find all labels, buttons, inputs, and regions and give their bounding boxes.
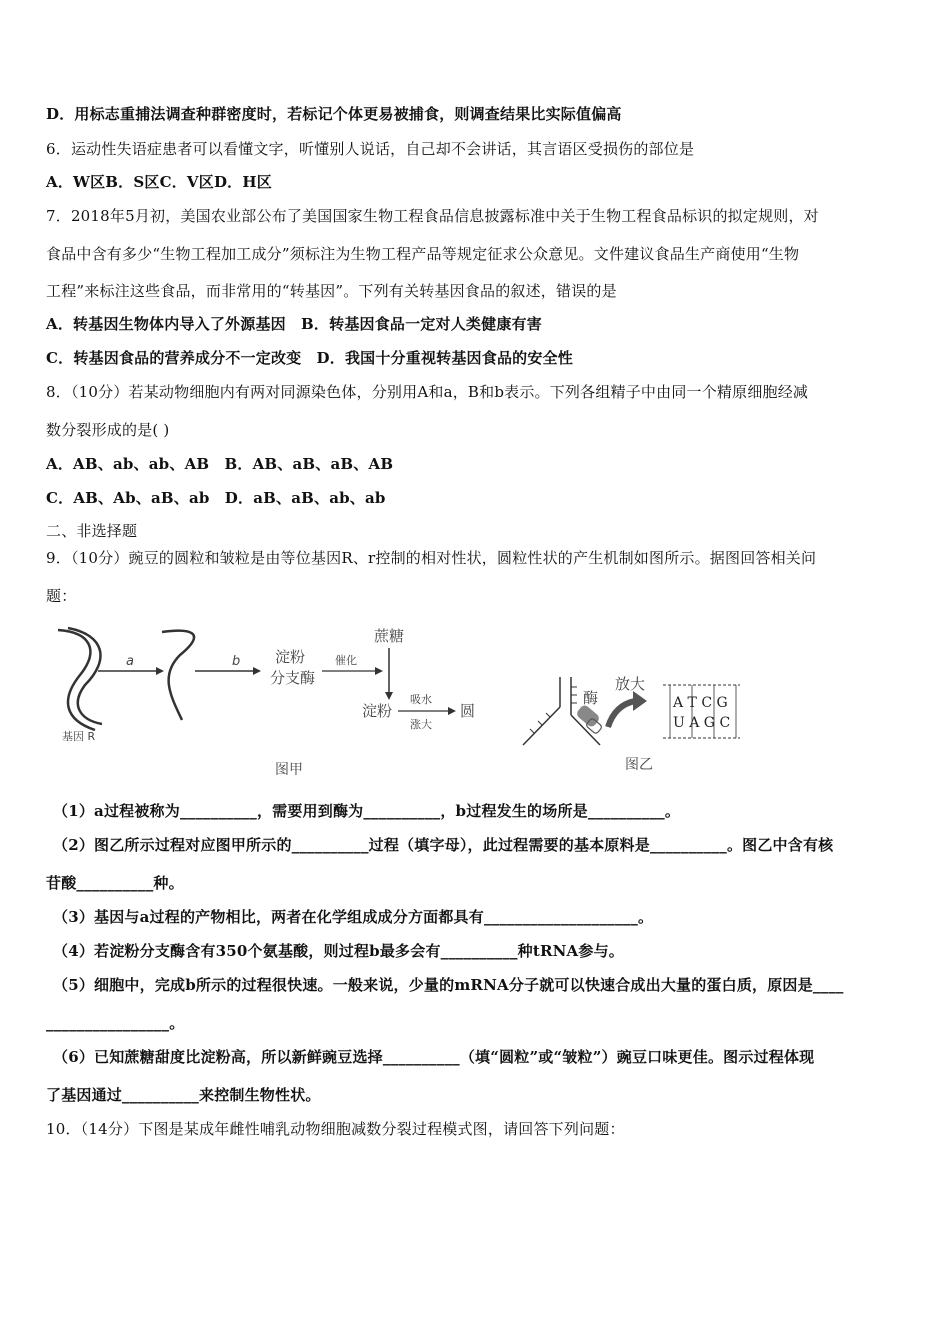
zoom-arrow-head (633, 691, 647, 711)
mrna-strand (162, 631, 194, 720)
dna-strand-2 (68, 628, 102, 724)
absorb-arrow-head (448, 707, 456, 715)
sub-question-5-b: ________________。 (46, 1014, 185, 1032)
question-7-stem-3: 工程”来标注这些食品，而非常用的“转基因”。下列有关转基因食品的叙述，错误的是 (46, 282, 617, 300)
enzyme-label: 酶 (583, 689, 599, 707)
question-9-stem-1: 9．（10分）豌豆的圆粒和皱粒是由等位基因R、r控制的相对性状，圆粒性状的产生机制如图所示。据图回答相关问 (46, 549, 817, 567)
question-6-options: A．W区B．S区C．V区D．H区 (46, 173, 272, 191)
catalyze-arrow-head (375, 667, 383, 675)
arrow-b-head (253, 667, 261, 675)
zoom-arrow (608, 701, 635, 727)
sub-question-6-a: （6）已知蔗糖甜度比淀粉高，所以新鲜豌豆选择__________（填“圆粒”或“皱粒”）豌豆口味更佳。图示过程体现 (53, 1048, 815, 1066)
figure-yi-caption: 图乙 (625, 757, 653, 773)
enzyme-label-1: 淀粉 (275, 648, 306, 666)
question-10-stem: 10．（14分）下图是某成年雌性哺乳动物细胞减数分裂过程模式图，请回答下列问题： (46, 1120, 625, 1138)
swell-label: 涨大 (410, 718, 432, 731)
zoom-label: 放大 (615, 675, 646, 693)
sub-question-2-a: （2）图乙所示过程对应图甲所示的__________过程（填字母），此过程需要的基本原料是__________。图乙中含有核 (53, 836, 834, 854)
question-6-stem: 6．运动性失语症患者可以看懂文字，听懂别人说话，自己却不会讲话，其言语区受损伤的部位是 (46, 140, 695, 158)
option-d-line: D．用标志重捕法调查种群密度时，若标记个体更易被捕食，则调查结果比实际值偏高 (46, 105, 622, 123)
sub-question-2-b: 苷酸__________种。 (46, 874, 184, 892)
figure-jia-caption: 图甲 (275, 762, 303, 778)
sucrose-label: 蔗糖 (374, 627, 405, 645)
starch-label: 淀粉 (362, 702, 393, 720)
question-7-stem-2: 食品中含有多少“生物工程加工成分”须标注为生物工程产品等规定征求公众意见。文件建议食品生产商使用“生物 (46, 245, 800, 263)
arrow-a-head (156, 667, 164, 675)
question-8-options-ab: A．AB、ab、ab、AB B．AB、aB、aB、AB (46, 455, 394, 473)
strand-left (523, 707, 560, 745)
section-heading: 二、非选择题 (46, 522, 138, 540)
enzyme-label-2: 分支酶 (270, 669, 316, 687)
question-8-stem-1: 8．（10分）若某动物细胞内有两对同源染色体，分别用A和a，B和b表示。下列各组精子中由同一个精原细胞经减 (46, 383, 809, 401)
arrow-b-label: b (232, 654, 241, 669)
catalyze-label: 催化 (335, 654, 357, 667)
arrow-a-label: a (126, 654, 134, 669)
question-9-stem-2: 题： (46, 587, 77, 605)
absorb-label: 吸水 (410, 693, 432, 706)
sucrose-arrow-head (385, 692, 393, 700)
round-label: 圆 (460, 702, 476, 720)
question-7-stem-1: 7．2018年5月初，美国农业部公布了美国国家生物工程食品信息披露标准中关于生物工程食品标识的拟定规则，对 (46, 207, 819, 225)
question-8-options-cd: C．AB、Ab、aB、ab D．aB、aB、ab、ab (46, 489, 386, 507)
sub-question-1: （1）a过程被称为__________，需要用到酶为__________，b过程发生的场所是__________。 (53, 802, 681, 820)
figure-yi (515, 665, 750, 780)
dna-bases: A T C G (673, 695, 728, 711)
sub-question-3: （3）基因与a过程的产物相比，两者在化学组成成分方面都具有____________________。 (53, 908, 654, 926)
question-7-options-ab: A．转基因生物体内导入了外源基因 B．转基因食品一定对人类健康有害 (46, 315, 542, 333)
sub-question-6-b: 了基因通过__________来控制生物性状。 (46, 1086, 321, 1104)
rna-bases: U A G C (673, 715, 731, 731)
question-7-options-cd: C．转基因食品的营养成分不一定改变 D．我国十分重视转基因食品的安全性 (46, 349, 573, 367)
gene-label: 基因 R (62, 730, 96, 743)
enzyme-blob (575, 704, 601, 729)
sub-question-5-a: （5）细胞中，完成b所示的过程很快速。一般来说，少量的mRNA分子就可以快速合成出大量的蛋白质，原因是____ (53, 976, 844, 994)
question-8-stem-2: 数分裂形成的是( ) (46, 421, 170, 439)
sub-question-4: （4）若淀粉分支酶含有350个氨基酸，则过程b最多会有__________种tRNA参与。 (53, 942, 624, 960)
figure-jia (50, 620, 490, 785)
